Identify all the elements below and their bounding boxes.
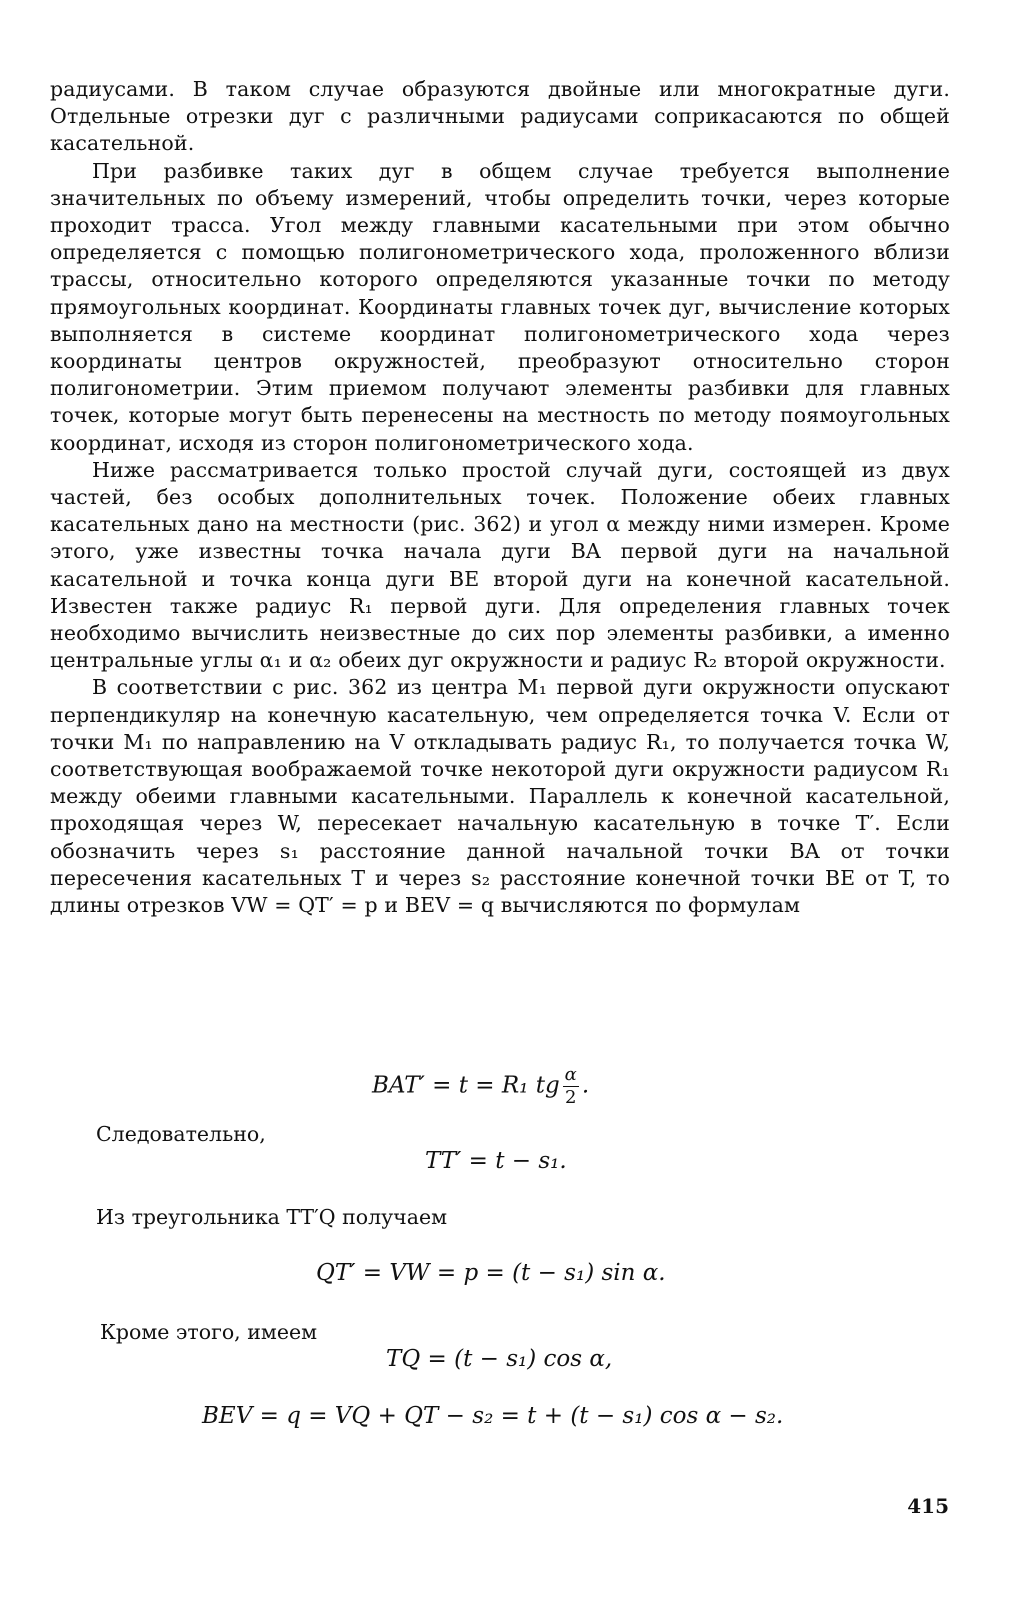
formula-1-denominator: 2 [565, 1087, 577, 1108]
paragraph-4: В соответствии с рис. 362 из центра M₁ первой дуги окружности опускают перпендикуляр на конечную касательную, чем определяется точка V. Если от точки M₁ по направлению на V откладывать радиус R₁, то получается точка W, соответствующая воображаемой точке некоторой дуги окружности радиусом R₁ между обеими главными касательными. Параллель к конечной касательной, проходящая через W, пересекает начальную касательную в точке T′. Если обозначить через s₁ расстояние данной начальной точки BA от точки пересечения касательных T и через s₂ расстояние конечной точки BE от T, то длины отрезков VW = QT′ = p и BEV = q вычисляются по формулам [50, 675, 950, 918]
paragraph-3: Ниже рассматривается только простой случай дуги, состоящей из двух частей, без особых дополнительных точек. Положение обеих главных касательных дано на местности (рис. 362) и угол α между ними измерен. Кроме этого, уже известны точка начала дуги BA первой дуги на начальной касательной и точка конца дуги BE второй дуги на конечной касательной. Известен также радиус R₁ первой дуги. Для определения главных точек необходимо вычислить неизвестные до сих пор элементы разбивки, а именно центральные углы α₁ и α₂ обеих дуг окружности и радиус R₂ второй окружности. [50, 457, 950, 673]
label-sledovatelno: Следовательно, [96, 1122, 266, 1146]
formula-2: TT′ = t − s₁. [425, 1148, 567, 1174]
formula-1-numerator: α [564, 1064, 577, 1085]
formula-3: QT′ = VW = p = (t − s₁) sin α. [316, 1260, 666, 1286]
formula-1-end: . [581, 1072, 590, 1099]
page-number: 415 [907, 1494, 949, 1518]
paragraph-2: При разбивке таких дуг в общем случае требуется выполнение значительных по объему измерений, чтобы определить точки, через которые проходит трасса. Угол между главными касательными при этом обычно определяется с помощью полигонометрического хода, проложенного вблизи трассы, относительно которого определяются указанные точки по методу прямоугольных координат. Координаты главных точек дуг, вычисление которых выполняется в системе координат полигонометрического хода через координаты центров окружностей, преобразуют относительно сторон полигонометрии. Этим приемом получают элементы разбивки для главных точек, которые могут быть перенесены на местность по методу поямоугольных координат, исходя из сторон полигонометрического хода. [50, 158, 950, 455]
label-krome: Кроме этого, имеем [100, 1320, 318, 1344]
formula-4: TQ = (t − s₁) cos α, [386, 1346, 613, 1372]
paragraph-1: радиусами. В таком случае образуются двойные или многократные дуги. Отдельные отрезки дуг с различными радиусами соприкасаются по общей касательной. [50, 77, 950, 156]
formula-1 [372, 1066, 589, 1107]
formula-1-left: BAT′ = t = R₁ tg [372, 1072, 560, 1099]
body-text [50, 76, 950, 919]
label-iz-treugolnika: Из треугольника TT′Q получаем [96, 1205, 448, 1229]
formula-5: BEV = q = VQ + QT − s₂ = t + (t − s₁) cos α − s₂. [202, 1403, 784, 1429]
formula-1-fraction [563, 1066, 579, 1107]
